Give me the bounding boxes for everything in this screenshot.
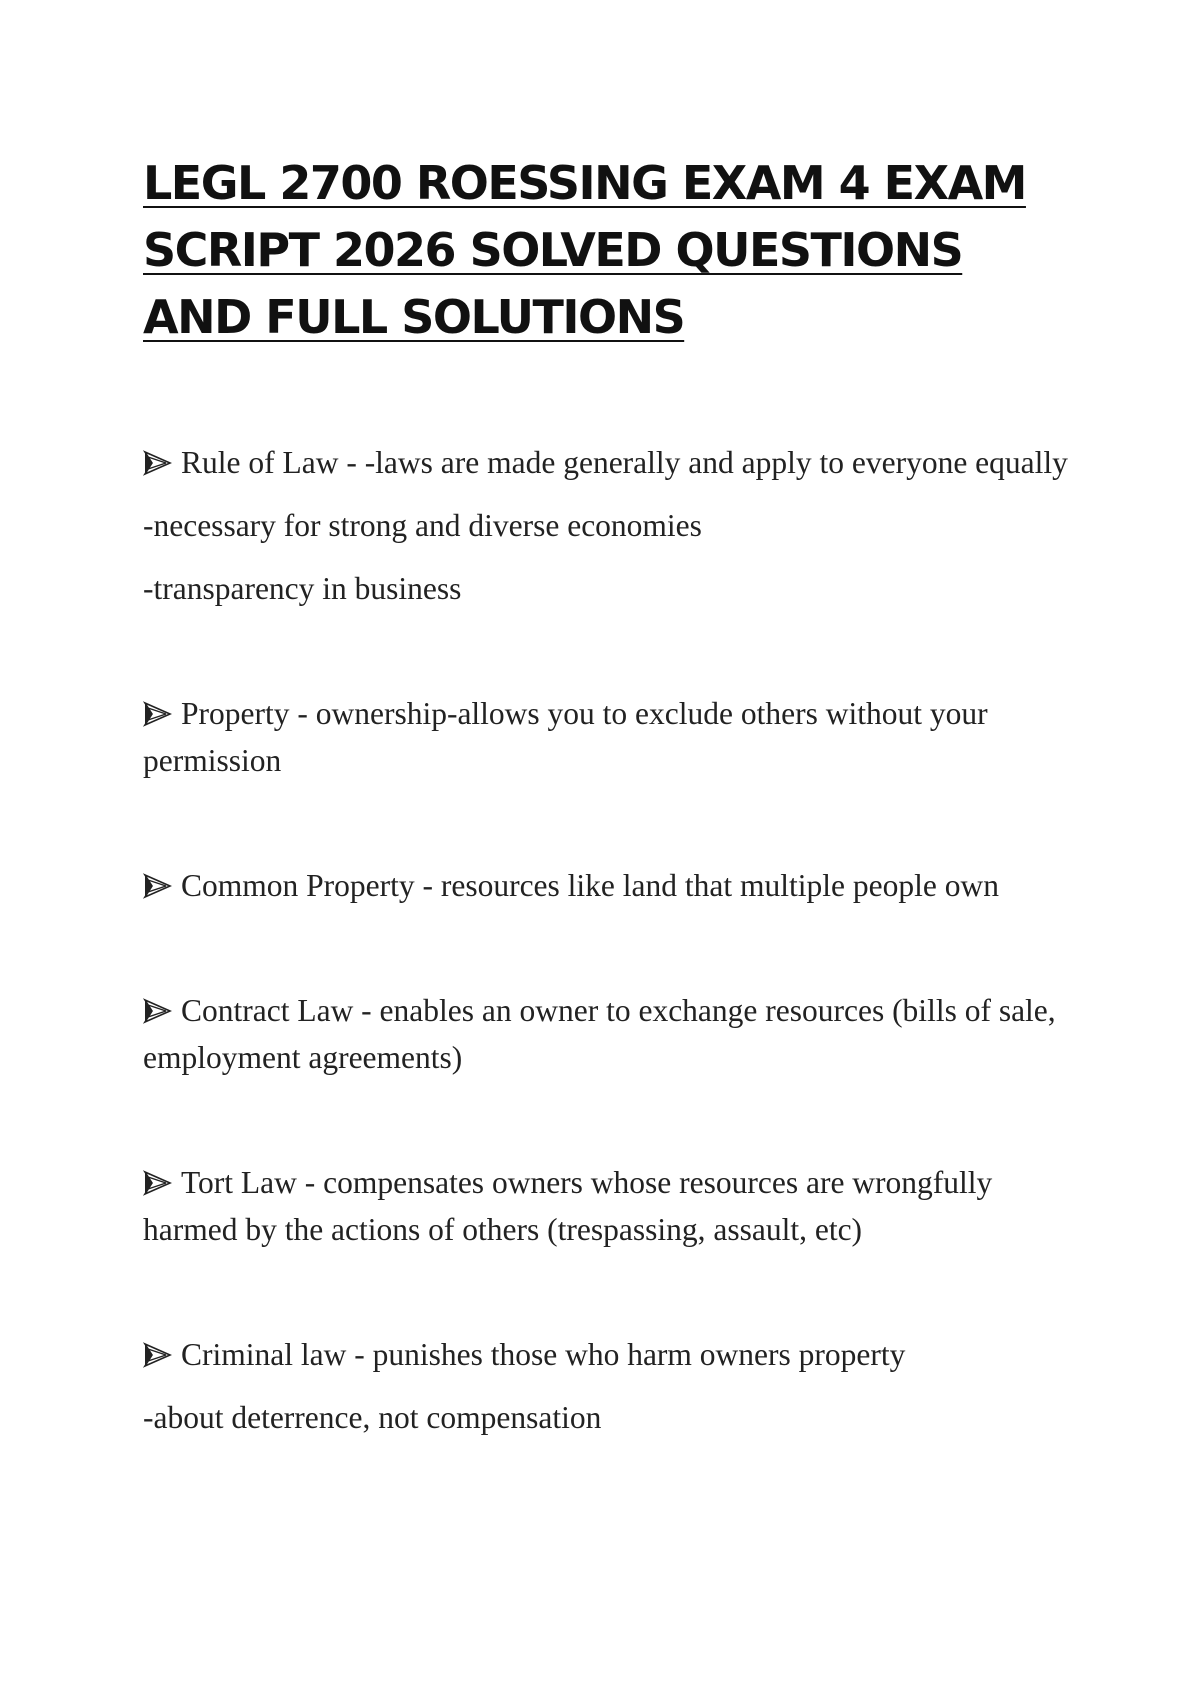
entry-text: Common Property - resources like land that multiple people own xyxy=(181,868,999,903)
entry-text: Contract Law - enables an owner to exchange resources (bills of sale, employment agreements) xyxy=(143,993,1056,1075)
entry-criminal-law xyxy=(143,1331,1083,1441)
document-page xyxy=(143,150,1083,1441)
entry-subpoint: -about deterrence, not compensation xyxy=(143,1400,602,1435)
entry-text: Tort Law - compensates owners whose resources are wrongfully harmed by the actions of others (trespassing, assault, etc) xyxy=(143,1165,993,1247)
arrow-bullet-icon xyxy=(143,1342,173,1368)
arrow-bullet-icon xyxy=(143,450,173,476)
entry-text: Criminal law - punishes those who harm owners property xyxy=(181,1337,906,1372)
entry-tort-law xyxy=(143,1159,1083,1253)
arrow-bullet-icon xyxy=(143,998,173,1024)
entry-definition xyxy=(143,1159,1083,1253)
entry-text: Property - ownership-allows you to exclude others without your permission xyxy=(143,696,988,778)
entry-property xyxy=(143,690,1083,784)
entry-subpoint: -transparency in business xyxy=(143,571,462,606)
arrow-bullet-icon xyxy=(143,873,173,899)
entry-text: Rule of Law - -laws are made generally and apply to everyone equally xyxy=(181,445,1068,480)
document-title-text: LEGL 2700 ROESSING EXAM 4 EXAM SCRIPT 2026 SOLVED QUESTIONS AND FULL SOLUTIONS xyxy=(143,156,1026,344)
arrow-bullet-icon xyxy=(143,1170,173,1196)
entry-definition xyxy=(143,1331,1083,1378)
entry-definition xyxy=(143,987,1083,1081)
document-title xyxy=(143,150,1083,351)
entry-definition xyxy=(143,690,1083,784)
entry-contract-law xyxy=(143,987,1083,1081)
entry-list xyxy=(143,439,1083,1441)
entry-subpoint: -necessary for strong and diverse economies xyxy=(143,508,702,543)
entry-common-property xyxy=(143,862,1083,909)
entry-definition xyxy=(143,862,1083,909)
entry-definition xyxy=(143,439,1083,486)
arrow-bullet-icon xyxy=(143,701,173,727)
entry-rule-of-law xyxy=(143,439,1083,612)
